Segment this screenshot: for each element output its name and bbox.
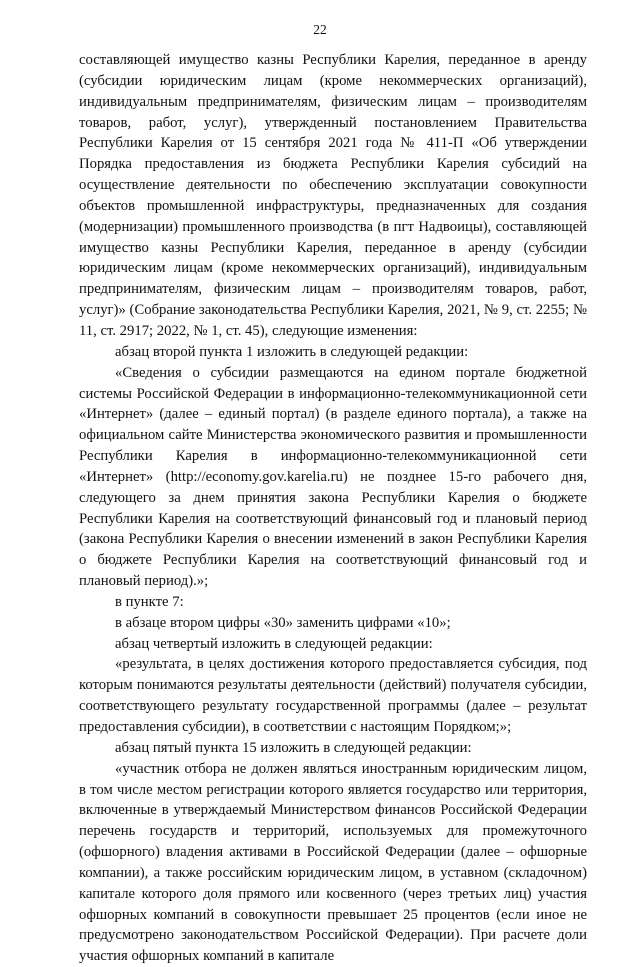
paragraph-6: абзац четвертый изложить в следующей редакции: [115,635,433,652]
paragraph-8: абзац пятый пункта 15 изложить в следующей редакции: [115,739,472,756]
document-body [79,50,587,967]
paragraph-5: в абзаце втором цифры «30» заменить цифрами «10»; [115,614,451,631]
paragraph-9: «участник отбора не должен являться иностранным юридическим лицом, в том числе местом регистрации которого является государство или территория, включенные в утверждаемый Министерством финансов Российской Федерации перечень государств и территорий, используемых для промежуточного (офшорного) владения активами в Российской Федерации (далее – офшорные компании), а также российским юридическим лицом, в уставном (складочном) капитале которого доля прямого или косвенного (через третьих лиц) участия офшорных компаний в совокупности превышает 25 процентов (если иное не предусмотрено законодательством Российской Федерации). При расчете доли участия офшорных компаний в капитале [79,760,587,965]
paragraph-4: в пункте 7: [115,593,184,610]
paragraph-2: абзац второй пункта 1 изложить в следующей редакции: [115,343,469,360]
paragraph-7: «результата, в целях достижения которого предоставляется субсидия, под которым понимаются результаты деятельности (действий) получателя субсидии, соответствующего результату государственной программы (далее – результат предоставления субсидии), в соответствии с настоящим Порядком;»; [79,656,587,735]
paragraph-3: «Сведения о субсидии размещаются на едином портале бюджетной системы Российской Федерации в информационно-телекоммуникационной сети «Интернет» (далее – единый портал) (в разделе единого портала), а также на официальном сайте Министерства экономического развития и промышленности Республики Карелия в информационно-телекоммуникационной сети «Интернет» (http://economy.gov.karelia.ru) не позднее 15-го рабочего дня, следующего за днем принятия закона Республики Карелия о бюджете Республики Карелия на соответствующий финансовый год и плановый период (закона Республики Карелия о внесении изменений в закон Республики Карелия о бюджете Республики Карелия на соответствующий финансовый год и плановый период).»; [79,364,587,590]
paragraph-1: составляющей имущество казны Республики Карелия, переданное в аренду (субсидии юридическим лицам (кроме некоммерческих организаций), индивидуальным предпринимателям, физическим лицам – производителям товаров, работ, услуг), утвержденный постановлением Правительства Республики Карелия от 15 сентября 2021 года № 411-П «Об утверждении Порядка предоставления из бюджета Республики Карелия субсидий на осуществление деятельности по обеспечению эксплуатации совокупности объектов промышленной инфраструктуры, предназначенных для создания (модернизации) промышленного производства (в пгт Надвоицы), составляющей имущество казны Республики Карелия, переданное в аренду (субсидии юридическим лицам (кроме некоммерческих организаций), индивидуальным предпринимателям, физическим лицам – производителям товаров, работ, услуг)» (Собрание законодательства Республики Карелия, 2021, № 9, ст. 2255; № 11, ст. 2917; 2022, № 1, ст. 45), следующие изменения: [79,52,587,339]
page-number: 22 [313,22,327,37]
